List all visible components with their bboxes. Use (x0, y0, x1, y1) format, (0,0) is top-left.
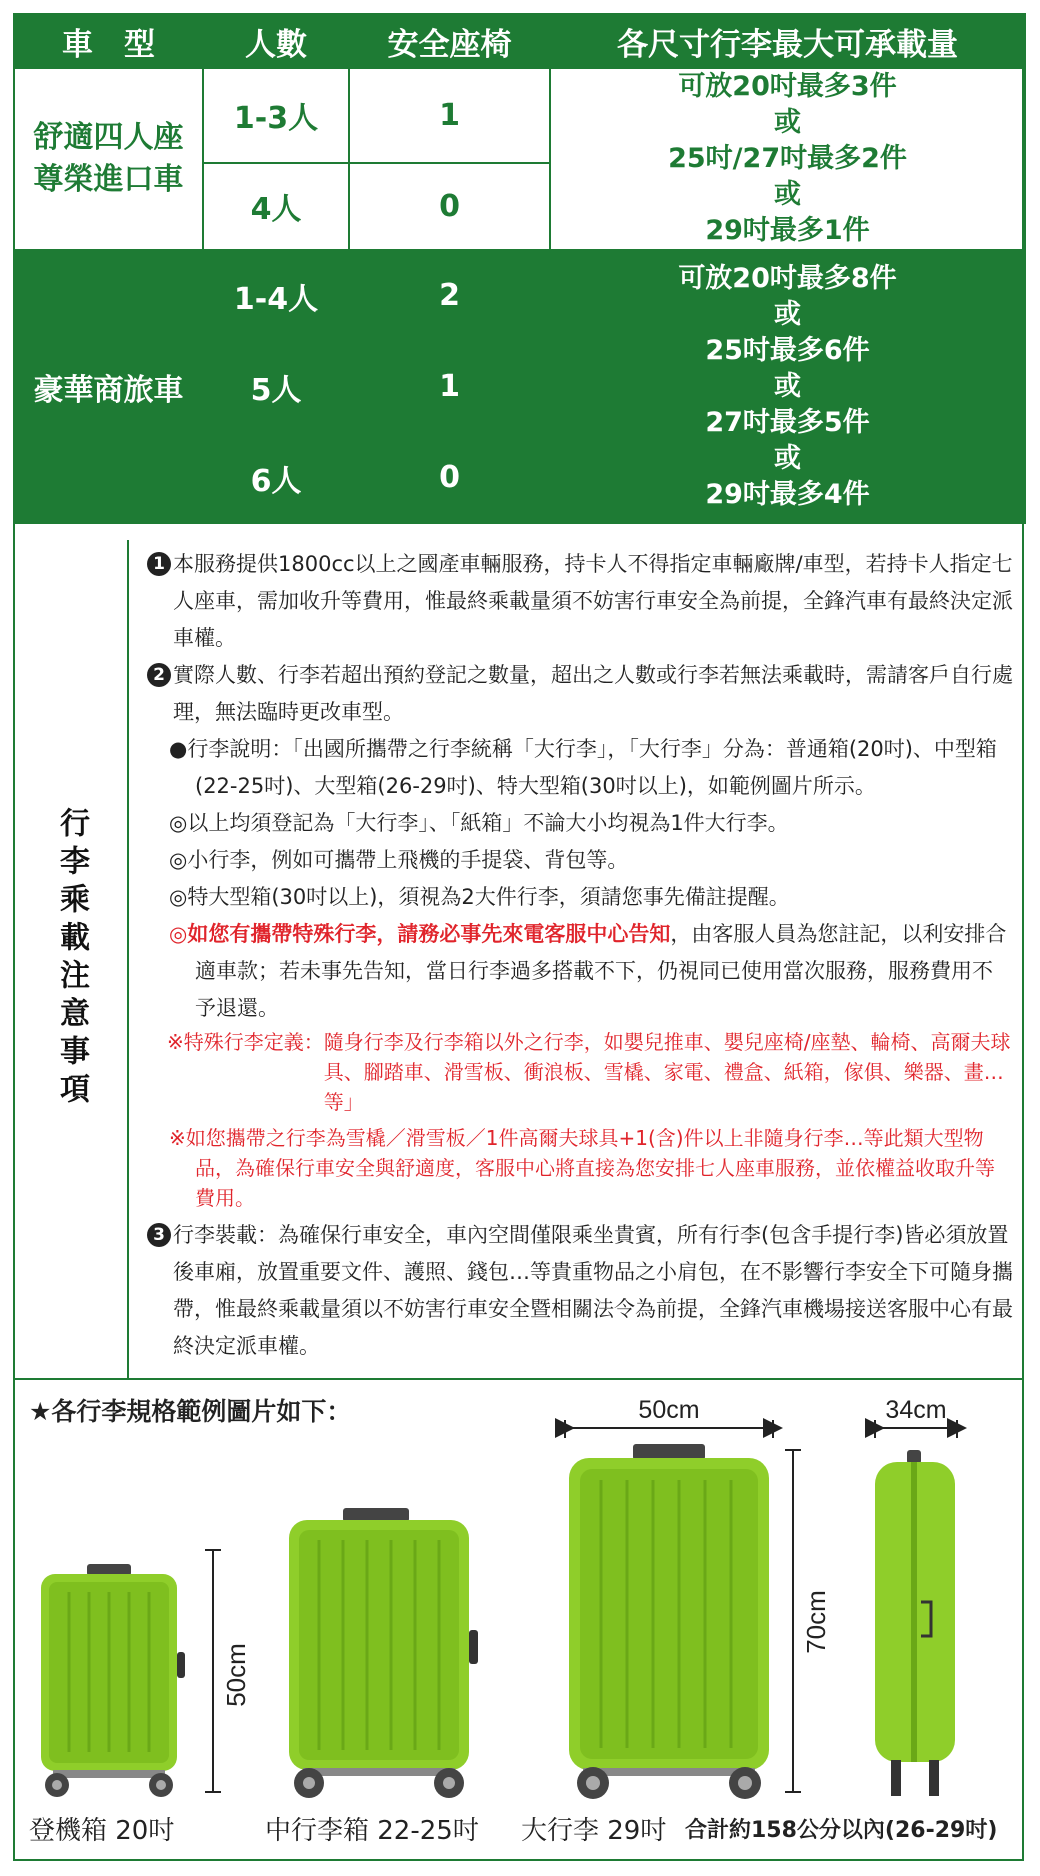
safety-seat-count: 0 (349, 163, 550, 250)
car-type-line: 尊榮進口車 (33, 162, 184, 197)
people-count: 5人 (203, 341, 349, 432)
note-2-text: 實際人數、行李若超出預約登記之數量，超出之人數或行李若無法乘載時，需請客戶自行處理，無法臨時更改車型。 (173, 663, 1013, 724)
number-1-icon: 1 (147, 552, 171, 576)
luggage-line: 29吋最多1件 (705, 215, 870, 246)
luggage-line: 或 (774, 370, 801, 402)
header-people: 人數 (203, 14, 349, 68)
people-count: 1-4人 (203, 250, 349, 341)
number-3-icon: 3 (147, 1223, 171, 1247)
people-count: 1-3人 (203, 68, 349, 163)
luggage-line: 或 (774, 107, 801, 138)
luggage-line: 或 (774, 298, 801, 330)
note-1-text: 本服務提供1800cc以上之國產車輛服務，持卡人不得指定車輛廠牌/車型，若持卡人指定七人座車，需加收升等費用，惟最終乘載量須不妨害行車安全為前提，全鋒汽車有最終決定派車權。 (173, 552, 1013, 650)
note-registration: ◎以上均須登記為「大行李」、「紙箱」不論大小均視為1件大行李。 (169, 811, 789, 835)
examples-title: ★各行李規格範例圖片如下： (29, 1397, 352, 1426)
luggage-line: 27吋最多5件 (705, 406, 870, 438)
caption-large: 大行李 29吋 (521, 1816, 667, 1846)
outer-frame (13, 13, 1024, 1861)
large-width-dim: 50cm (638, 1396, 700, 1424)
side-label-text: 行李乘載注意事項 (54, 807, 89, 1111)
luggage-explanation: ●行李說明：「出國所攜帶之行李統稱「大行李」，「大行李」分為：普通箱(20吋)、中型箱(22-25吋)、大型箱(26-29吋)、特大型箱(30吋以上)，如範例圖片所示。 (169, 737, 997, 798)
small-height-dim: 50cm (221, 1643, 251, 1707)
luggage-line: 29吋最多4件 (705, 478, 870, 510)
caption-medium: 中行李箱 22-25吋 (265, 1816, 479, 1846)
special-warning: ◎如您有攜帶特殊行李，請務必事先來電客服中心告知 (169, 922, 671, 946)
header-car-type: 車 型 (14, 14, 203, 68)
luggage-line: 可放20吋最多3件 (678, 71, 897, 102)
side-depth-dim: 34cm (885, 1396, 947, 1424)
large-height-dim: 70cm (801, 1590, 831, 1654)
luggage-line: 或 (774, 179, 801, 210)
note-3-text: 行李裝載：為確保行車安全，車內空間僅限乘坐貴賓，所有行李(包含手提行李)皆必須放置後車廂，放置重要文件、護照、錢包…等貴重物品之小肩包，在不影響行李安全下可隨身攜帶，惟最終乘載量須以不妨害行車安全暨相關法令為前提，全鋒汽車機場接送客服中心有最終決定派車權。 (173, 1223, 1013, 1358)
safety-seat-count: 1 (349, 68, 550, 163)
special-definition-text: 隨身行李及行李箱以外之行李，如嬰兒推車、嬰兒座椅/座墊、輪椅、高爾夫球具、腳踏車、滑雪板、衝浪板、雪橇、家電、禮盒、紙箱，傢俱、樂器、畫…等」 (323, 1030, 1011, 1114)
caption-small: 登機箱 20吋 (29, 1816, 175, 1846)
safety-seat-count: 2 (349, 250, 550, 341)
note-small-luggage: ◎小行李，例如可攜帶上飛機的手提袋、背包等。 (169, 848, 629, 872)
people-count: 6人 (203, 432, 349, 523)
luggage-line: 或 (774, 442, 801, 474)
car-type-line: 舒適四人座 (33, 120, 184, 155)
luggage-line: 25吋/27吋最多2件 (668, 143, 907, 174)
safety-seat-count: 1 (349, 341, 550, 432)
header-luggage-capacity: 各尺寸行李最大可承載量 (550, 14, 1025, 68)
caption-total: 合計約158公分以內(26-29吋) (685, 1818, 998, 1843)
people-count: 4人 (203, 163, 349, 250)
luggage-line: 可放20吋最多8件 (678, 262, 897, 294)
note-oversize: ◎特大型箱(30吋以上)，須視為2大件行李，須請您事先備註提醒。 (169, 885, 790, 909)
luggage-line: 25吋最多6件 (705, 334, 870, 366)
special-definition-label: ※特殊行李定義： (167, 1030, 324, 1054)
safety-seat-count: 0 (349, 432, 550, 523)
car-type-line: 豪華商旅車 (33, 372, 184, 408)
special-warning-rest: ，由客服人員為您註記，以利安排合適車款；若未事先告知，當日行李過多搭載不下，仍視同已使用當次服務，服務費用不予退還。 (195, 922, 1007, 1020)
number-2-icon: 2 (147, 663, 171, 687)
header-safety-seat: 安全座椅 (349, 14, 550, 68)
large-item-note: ※如您攜帶之行李為雪橇／滑雪板／1件高爾夫球具+1(含)件以上非隨身行李…等此類大型物品，為確保行車安全與舒適度，客服中心將直接為您安排七人座車服務，並依權益收取升等費用。 (169, 1126, 995, 1210)
